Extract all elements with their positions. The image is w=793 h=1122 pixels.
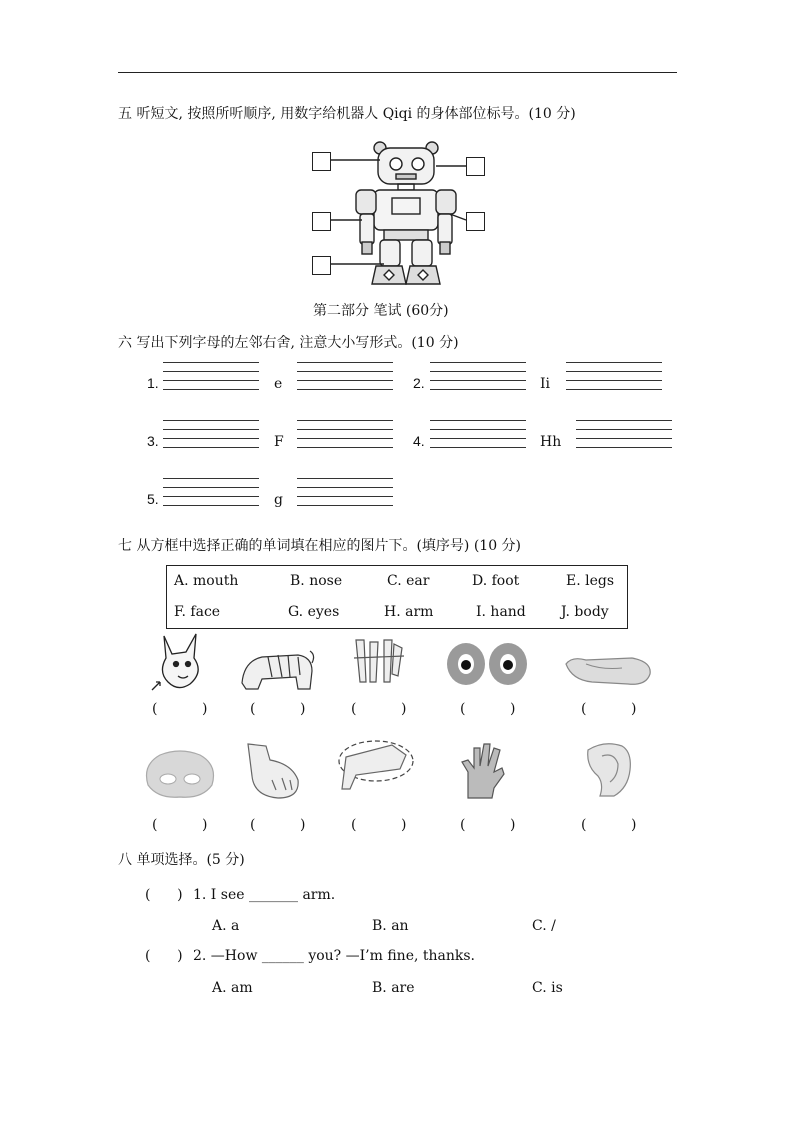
answer-blank[interactable]: ( ): [581, 817, 637, 833]
answer-blank[interactable]: ( ): [145, 887, 183, 903]
answer-blank[interactable]: ( ): [250, 817, 306, 833]
question-stem: 1. I see _______ arm.: [193, 887, 336, 903]
word-option: G. eyes: [288, 604, 340, 620]
answer-blank[interactable]: ( ): [250, 701, 306, 717]
choice-a[interactable]: A. am: [212, 980, 253, 996]
choice-b[interactable]: B. are: [372, 980, 415, 996]
foot-picture: [562, 652, 654, 688]
word-option: C. ear: [387, 573, 430, 589]
hand-picture: [458, 742, 508, 800]
word-option: H. arm: [384, 604, 434, 620]
top-rule: [118, 72, 677, 73]
ear-picture: [580, 740, 634, 800]
writing-lines[interactable]: [576, 420, 672, 456]
word-option: B. nose: [290, 573, 343, 589]
choice-c[interactable]: C. is: [532, 980, 563, 996]
item-number: 3.: [147, 433, 159, 449]
writing-lines[interactable]: [163, 478, 259, 514]
writing-lines[interactable]: [297, 362, 393, 398]
writing-lines[interactable]: [430, 420, 526, 456]
answer-blank[interactable]: ( ): [152, 817, 208, 833]
answer-blank[interactable]: ( ): [145, 948, 183, 964]
item-number: 4.: [413, 433, 425, 449]
q5-title: 五 听短文, 按照所听顺序, 用数字给机器人 Qiqi 的身体部位标号。(10 分): [118, 106, 576, 122]
robot-label-box[interactable]: [466, 157, 485, 176]
answer-blank[interactable]: ( ): [152, 701, 208, 717]
answer-blank[interactable]: ( ): [460, 701, 516, 717]
word-option: E. legs: [566, 573, 615, 589]
choice-a[interactable]: A. a: [212, 918, 240, 934]
item-number: 5.: [147, 491, 159, 507]
answer-blank[interactable]: ( ): [460, 817, 516, 833]
q7-title: 七 从方框中选择正确的单词填在相应的图片下。(填序号) (10 分): [118, 538, 522, 554]
q8-title: 八 单项选择。(5 分): [118, 852, 245, 868]
writing-lines[interactable]: [163, 362, 259, 398]
tiger-body-picture: [238, 643, 316, 693]
word-option: F. face: [174, 604, 221, 620]
choice-b[interactable]: B. an: [372, 918, 409, 934]
writing-lines[interactable]: [430, 362, 526, 398]
given-letter: Ii: [540, 376, 551, 392]
robot-label-box[interactable]: [312, 212, 331, 231]
answer-blank[interactable]: ( ): [581, 701, 637, 717]
item-number: 2.: [413, 375, 425, 391]
part2-heading: 第二部分 笔试 (60分): [313, 303, 449, 319]
robot-label-box[interactable]: [466, 212, 485, 231]
given-letter: g: [274, 492, 283, 508]
given-letter: Hh: [540, 434, 562, 450]
question-stem: 2. —How ______ you? —I’m fine, thanks.: [193, 948, 476, 964]
eyes-picture: [444, 641, 530, 687]
word-option: J. body: [561, 604, 609, 620]
answer-blank[interactable]: ( ): [351, 701, 407, 717]
answer-blank[interactable]: ( ): [351, 817, 407, 833]
choice-c[interactable]: C. /: [532, 918, 556, 934]
paw-picture: [242, 740, 304, 802]
robot-label-box[interactable]: [312, 256, 331, 275]
nose-picture: [140, 745, 220, 801]
robot-label-box[interactable]: [312, 152, 331, 171]
writing-lines[interactable]: [163, 420, 259, 456]
given-letter: e: [274, 376, 283, 392]
item-number: 1.: [147, 375, 159, 391]
word-option: A. mouth: [174, 573, 239, 589]
writing-lines[interactable]: [297, 420, 393, 456]
writing-lines[interactable]: [566, 362, 662, 398]
given-letter: F: [274, 434, 284, 450]
q6-title: 六 写出下列字母的左邻右舍, 注意大小写形式。(10 分): [118, 335, 459, 351]
fox-face-picture: [150, 632, 208, 694]
legs-picture: [350, 636, 406, 686]
word-option: D. foot: [472, 573, 520, 589]
arm-picture: [336, 735, 416, 801]
word-option: I. hand: [476, 604, 526, 620]
writing-lines[interactable]: [297, 478, 393, 514]
